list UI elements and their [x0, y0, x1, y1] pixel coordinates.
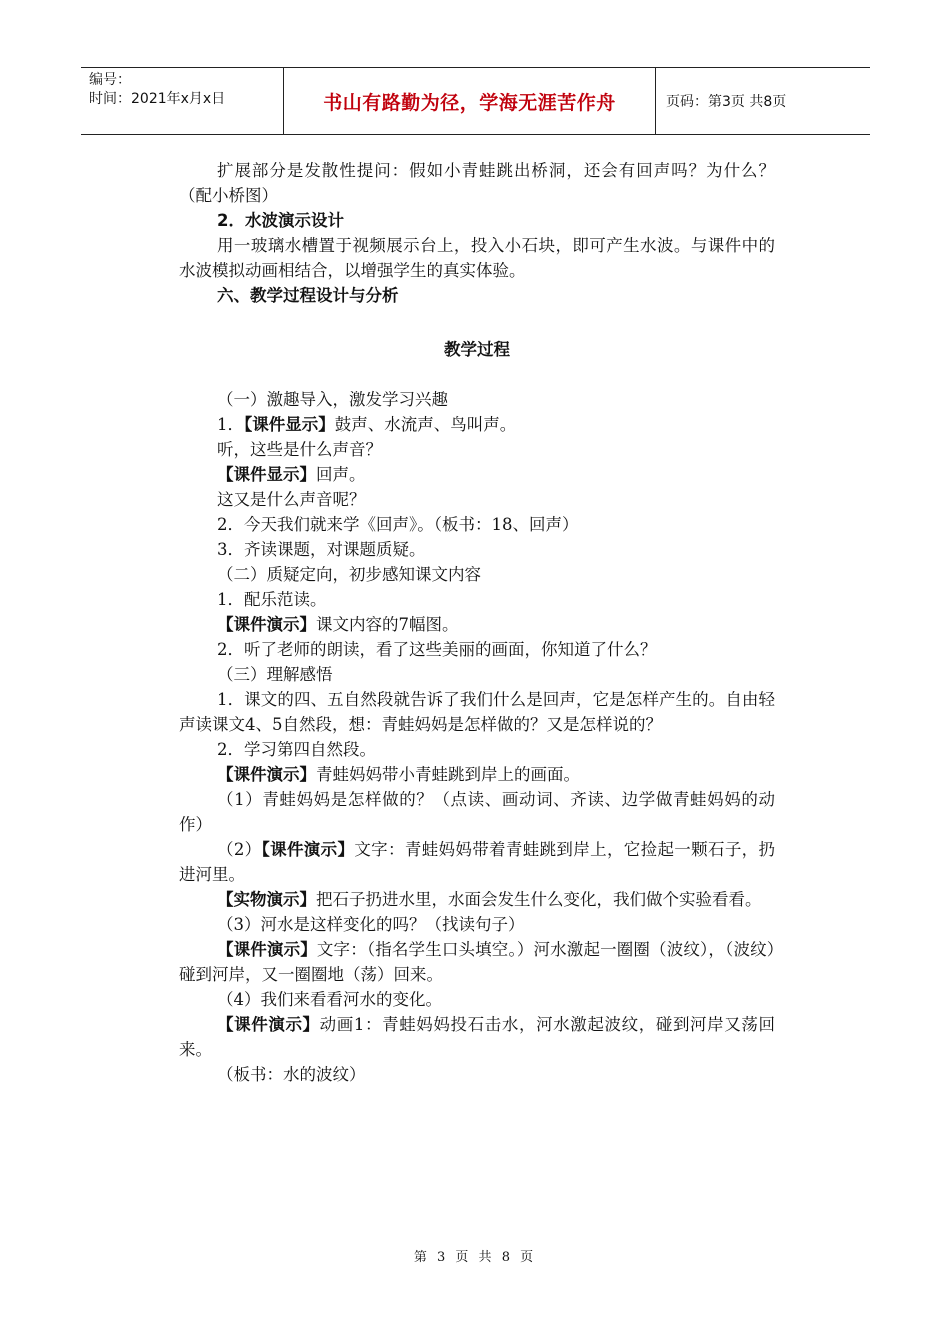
list-item: （二）质疑定向，初步感知课文内容 — [217, 565, 481, 584]
list-item: （板书：水的波纹） — [217, 1065, 366, 1084]
list-item: （4）我们来看看河水的变化。 — [217, 990, 442, 1009]
courseware-tag: 【课件显示】 — [244, 415, 335, 434]
courseware-tag: 【课件演示】 — [217, 765, 316, 784]
list-item: 1．配乐范读。 — [217, 590, 327, 609]
header-meta — [81, 68, 284, 134]
list-item: 2．听了老师的朗读，看了这些美丽的画面，你知道了什么？ — [217, 640, 657, 659]
object-demo-tag: 【实物演示】 — [217, 890, 316, 909]
paragraph: （1）青蛙妈妈是怎样做的？（点读、画动词、齐读、边学做青蛙妈妈的动作） — [179, 790, 775, 834]
section-title: 教学过程 — [444, 340, 510, 359]
list-item: 这又是什么声音呢？ — [217, 490, 366, 509]
page-header — [81, 67, 870, 135]
item-number: 1． — [217, 415, 244, 434]
courseware-tag: 【课件演示】 — [217, 940, 317, 959]
list-item: 2．学习第四自然段。 — [217, 740, 376, 759]
item-text: 文字：青蛙妈妈带着青蛙跳到岸上，它捡起一颗石子，扔进河里。 — [179, 840, 776, 884]
item-text: 鼓声、水流声、鸟叫声。 — [334, 415, 517, 434]
list-item — [179, 612, 775, 637]
list-item: （三）理解感悟 — [217, 665, 333, 684]
list-item: 听，这些是什么声音？ — [217, 440, 382, 459]
time-label: 时间：2021年x月x日 — [89, 91, 226, 107]
page-footer: 第 3 页 共 8 页 — [413, 1250, 537, 1265]
number-label: 编号： — [89, 72, 131, 88]
courseware-tag: 【课件演示】 — [217, 615, 316, 634]
list-item: （3）河水是这样变化的吗？（找读句子） — [217, 915, 525, 934]
paragraph: 用一玻璃水槽置于视频展示台上，投入小石块，即可产生水波。与课件中的水波模拟动画相结合，以增强学生的真实体验。 — [179, 236, 775, 280]
header-motto: 书山有路勤为径，学海无涯苦作舟 — [284, 68, 656, 134]
item-prefix: （2） — [217, 840, 262, 859]
item-text: 动画1：青蛙妈妈投石击水，河水激起波纹，碰到河岸又荡回来。 — [179, 1015, 775, 1059]
paragraph — [179, 837, 775, 887]
item-text: 课文内容的7幅图。 — [316, 615, 459, 634]
paragraph — [179, 1012, 775, 1062]
list-item — [179, 462, 775, 487]
header-page-label: 页码：第3页 共8页 — [666, 94, 787, 110]
courseware-tag: 【课件演示】 — [217, 1015, 320, 1034]
item-text: 把石子扔进水里，水面会发生什么变化，我们做个实验看看。 — [316, 890, 762, 909]
item-text: 文字：（指名学生口头填空。）河水激起一圈圈（波纹），（波纹）碰到河岸，又一圈圈地（荡）回来。 — [179, 940, 776, 984]
list-item: （一）激趣导入，激发学习兴趣 — [217, 390, 448, 409]
list-item — [179, 762, 775, 787]
paragraph — [179, 887, 775, 912]
subheading: 2．水波演示设计 — [217, 211, 344, 230]
paragraph — [179, 937, 775, 987]
document-body — [179, 158, 775, 1087]
paragraph: 1．课文的四、五自然段就告诉了我们什么是回声，它是怎样产生的。自由轻声读课文4、5自然段，想：青蛙妈妈是怎样做的？又是怎样说的？ — [179, 690, 775, 734]
courseware-tag: 【课件显示】 — [217, 465, 316, 484]
item-text: 回声。 — [316, 465, 366, 484]
courseware-tag: 【课件演示】 — [261, 840, 355, 859]
list-item — [179, 412, 775, 437]
paragraph: 扩展部分是发散性提问：假如小青蛙跳出桥洞，还会有回声吗？为什么？（配小桥图） — [179, 161, 775, 205]
item-text: 青蛙妈妈带小青蛙跳到岸上的画面。 — [316, 765, 580, 784]
list-item: 2．今天我们就来学《回声》。（板书：18、回声） — [217, 515, 579, 534]
section-heading: 六、教学过程设计与分析 — [217, 286, 399, 305]
list-item: 3．齐读课题，对课题质疑。 — [217, 540, 426, 559]
